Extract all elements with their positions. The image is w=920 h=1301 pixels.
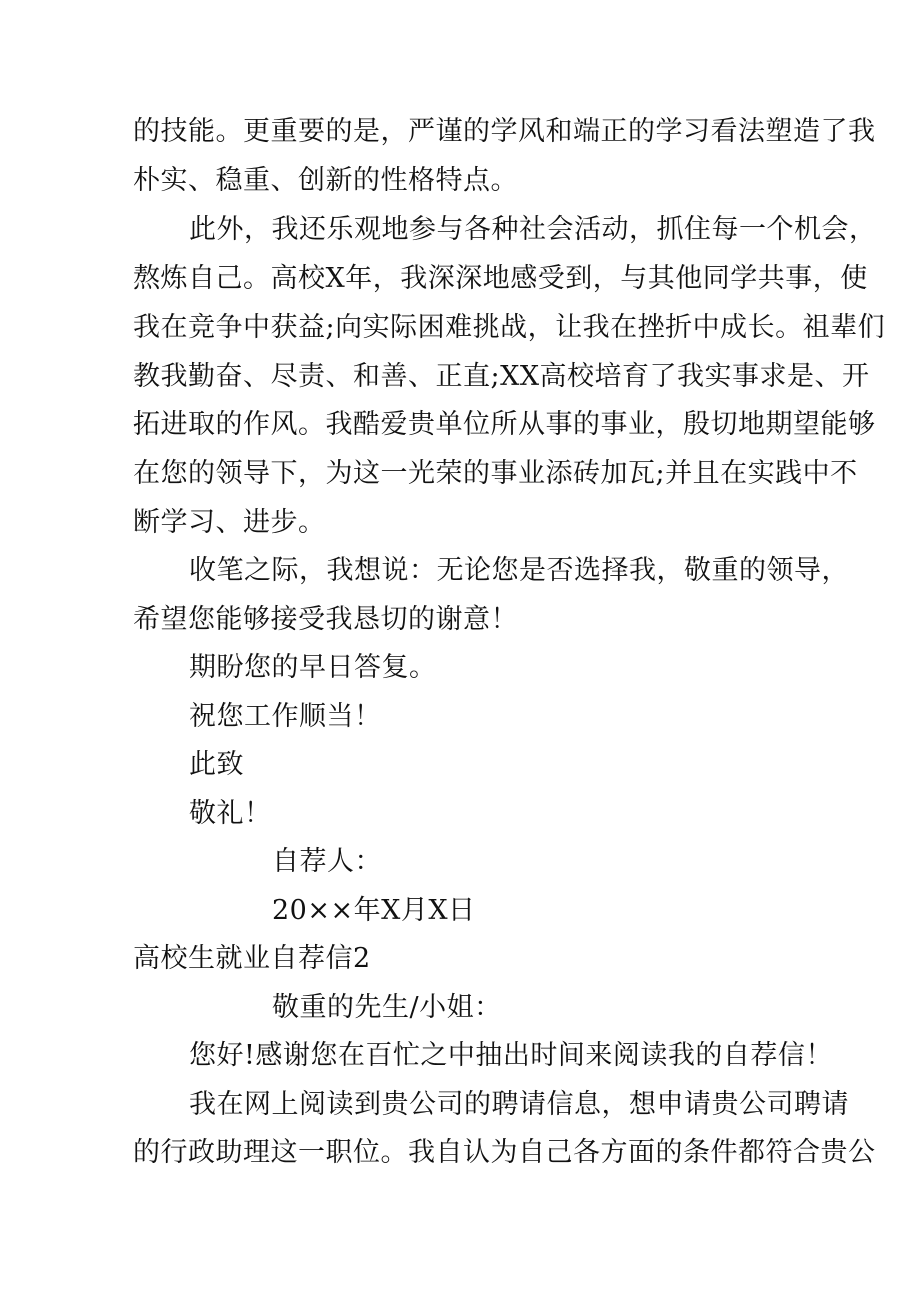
paragraph-2-line-3: 我在竞争中获益;向实际困难挑战，让我在挫折中成长。祖辈们 (133, 312, 886, 343)
paragraph-4-line-1: 我在网上阅读到贵公司的聘请信息，想申请贵公司聘请 (189, 1089, 849, 1120)
paragraph-2-line-2: 熬炼自己。高校X年，我深深地感受到，与其他同学共事，使 (133, 263, 868, 294)
section-title: 高校生就业自荐信2 (133, 943, 371, 974)
paragraph-1-line-2: 朴实、稳重、创新的性格特点。 (133, 165, 518, 196)
letter-salutation: 敬重的先生/小姐： (272, 992, 502, 1023)
closing-salutation: 此致 (189, 749, 244, 780)
paragraph-3-line-1: 收笔之际，我想说：无论您是否选择我，敬重的领导， (189, 555, 849, 586)
closing-regards: 敬礼！ (189, 798, 272, 829)
letter-date: 20××年X月X日 (272, 895, 476, 926)
paragraph-4-line-2: 的行政助理这一职位。我自认为自己各方面的条件都符合贵公 (133, 1137, 876, 1168)
paragraph-2-line-7: 断学习、进步。 (133, 507, 326, 538)
signature-label: 自荐人： (272, 846, 382, 877)
paragraph-2-line-6: 在您的领导下，为这一光荣的事业添砖加瓦;并且在实践中不 (133, 458, 858, 489)
paragraph-3-line-2: 希望您能够接受我恳切的谢意！ (133, 604, 518, 635)
paragraph-2-line-1: 此外，我还乐观地参与各种社会活动，抓住每一个机会， (189, 214, 877, 245)
closing-hope: 期盼您的早日答复。 (189, 652, 437, 683)
paragraph-2-line-5: 拓进取的作风。我酷爱贵单位所从事的事业，殷切地期望能够 (133, 409, 876, 440)
letter-greeting: 您好!感谢您在百忙之中抽出时间来阅读我的自荐信！ (189, 1040, 833, 1071)
paragraph-2-line-4: 教我勤奋、尽责、和善、正直;XX高校培育了我实事求是、开 (133, 361, 870, 392)
paragraph-1-line-1: 的技能。更重要的是，严谨的学风和端正的学习看法塑造了我 (133, 116, 876, 147)
closing-wish: 祝您工作顺当！ (189, 701, 382, 732)
